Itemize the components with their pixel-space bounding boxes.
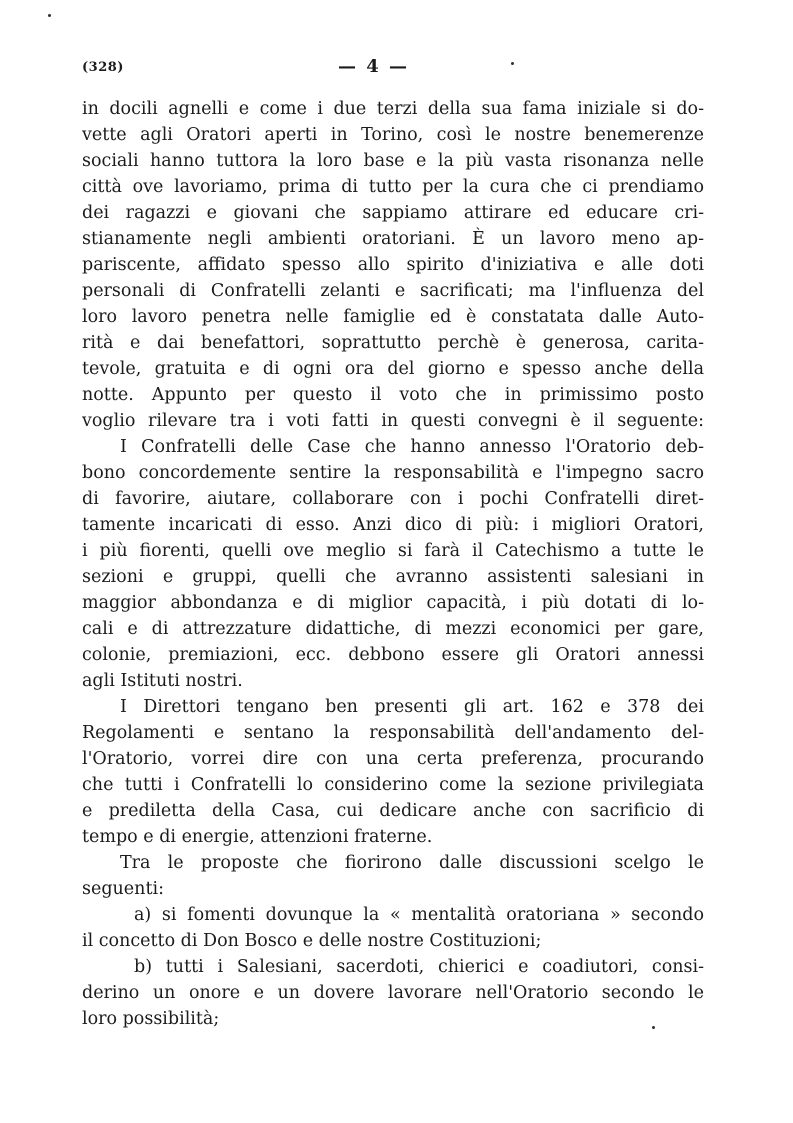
text-line: tamente incaricati di esso. Anzi dico di più: i migliori Oratori, — [82, 515, 704, 535]
text-line: cali e di attrezzature didattiche, di mezzi economici per gare, — [82, 619, 704, 639]
text-line: seguenti: — [82, 879, 164, 899]
text-line: b) tutti i Salesiani, sacerdoti, chierici e coadiutori, consi- — [134, 957, 704, 977]
text-line: loro possibilità; — [82, 1009, 220, 1029]
text-line: i più fiorenti, quelli ove meglio si farà il Catechismo a tutte le — [82, 541, 704, 561]
text-line: derino un onore e un dovere lavorare nell'Oratorio secondo le — [82, 983, 704, 1003]
text-line: vette agli Oratori aperti in Torino, così le nostre benemerenze — [82, 125, 704, 145]
text-line: notte. Appunto per questo il voto che in primissimo posto — [82, 385, 704, 405]
text-line: a) si fomenti dovunque la « mentalità oratoriana » secondo — [134, 905, 704, 925]
text-line: Tra le proposte che fiorirono dalle discussioni scelgo le — [120, 853, 704, 873]
page-header — [82, 56, 704, 84]
text-line: città ove lavoriamo, prima di tutto per la cura che ci prendiamo — [82, 177, 704, 197]
text-line: voglio rilevare tra i voti fatti in questi convegni è il seguente: — [82, 411, 704, 431]
text-line: stianamente negli ambienti oratoriani. È un lavoro meno ap- — [82, 229, 704, 249]
text-line: Regolamenti e sentano la responsabilità dell'andamento del- — [82, 723, 704, 743]
text-line: sociali hanno tuttora la loro base e la più vasta risonanza nelle — [82, 151, 704, 171]
text-line: e prediletta della Casa, cui dedicare anche con sacrificio di — [82, 801, 704, 821]
text-line: dei ragazzi e giovani che sappiamo attirare ed educare cri- — [82, 203, 704, 223]
text-line: che tutti i Confratelli lo considerino come la sezione privilegiata — [82, 775, 704, 795]
print-speck — [652, 1026, 655, 1029]
text-line: pariscente, affidato spesso allo spirito d'iniziativa e alle doti — [82, 255, 704, 275]
text-line: bono concordemente sentire la responsabilità e l'impegno sacro — [82, 463, 704, 483]
page-number: — 4 — — [338, 56, 410, 77]
text-line: l'Oratorio, vorrei dire con una certa preferenza, procurando — [82, 749, 704, 769]
text-line: personali di Confratelli zelanti e sacrificati; ma l'influenza del — [82, 281, 704, 301]
text-line: in docili agnelli e come i due terzi della sua fama iniziale si do- — [82, 99, 704, 119]
text-line: I Confratelli delle Case che hanno annesso l'Oratorio deb- — [120, 437, 704, 457]
text-line: colonie, premiazioni, ecc. debbono essere gli Oratori annessi — [82, 645, 704, 665]
text-line: il concetto di Don Bosco e delle nostre Costituzioni; — [82, 931, 542, 951]
body-text — [82, 96, 704, 1032]
text-line: agli Istituti nostri. — [82, 671, 243, 691]
page-code: (328) — [82, 60, 124, 75]
text-line: I Direttori tengano ben presenti gli art. 162 e 378 dei — [120, 697, 704, 717]
text-line: rità e dai benefattori, soprattutto perchè è generosa, carita- — [82, 333, 704, 353]
text-line: loro lavoro penetra nelle famiglie ed è constatata dalle Auto- — [82, 307, 704, 327]
text-line: tempo e di energie, attenzioni fraterne. — [82, 827, 433, 847]
text-line: maggior abbondanza e di miglior capacità, i più dotati di lo- — [82, 593, 704, 613]
print-speck — [48, 14, 51, 17]
print-speck — [511, 62, 514, 65]
text-line: tevole, gratuita e di ogni ora del giorno e spesso anche della — [82, 359, 704, 379]
text-line: di favorire, aiutare, collaborare con i pochi Confratelli diret- — [82, 489, 704, 509]
text-line: sezioni e gruppi, quelli che avranno assistenti salesiani in — [82, 567, 704, 587]
